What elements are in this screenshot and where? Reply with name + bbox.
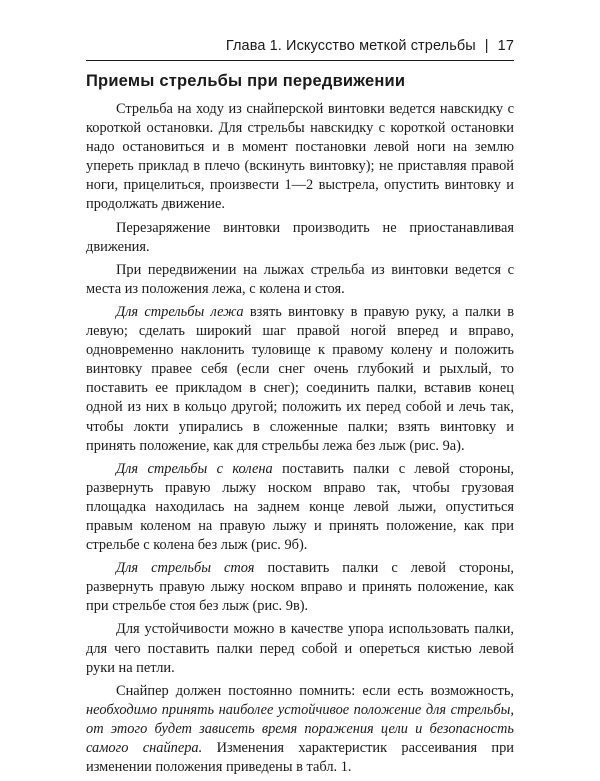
paragraph: При передвижении на лыжах стрельба из винтовки ведется с места из положения лежа, с колена и стоя. xyxy=(86,261,514,297)
paragraph: Перезаряжение винтовки производить не приостанавливая движения. xyxy=(86,219,514,255)
page-number: 17 xyxy=(497,38,514,54)
paragraph xyxy=(86,682,514,777)
paragraph-lead: Для стрельбы лежа xyxy=(116,303,244,320)
paragraph-emphasis: необходимо принять наиболее устойчивое положение для стрельбы, от этого будет зависеть время поражения цели и безопасность самого снайпера. xyxy=(86,701,514,756)
body-text xyxy=(86,100,514,781)
header-rule xyxy=(86,60,514,61)
paragraph: Для устойчивости можно в качестве упора использовать палки, для чего поставить палки перед собой и опереться кистью левой руки на петли. xyxy=(86,621,514,676)
paragraph xyxy=(86,303,514,456)
paragraph-text: взять винтовку в правую руку, а палки в левую; сделать широкий шаг правой ногой вперед и вправо, одновременно наклонить туловище к правому колену и положить винтовку правее себя (если снег очень глубокий и рыхлый, то поставить ее прикладом в снег); соединить палки, вставив конец одной из них в кольцо другой; положить их перед собой и лечь так, чтобы локти упирались в сложенные палки; взять винтовку и принять положение, как для стрельбы лежа без лыж (рис. 9а). xyxy=(86,303,514,454)
chapter-title: Глава 1. Искусство меткой стрельбы xyxy=(225,38,476,54)
running-header xyxy=(226,38,514,54)
paragraph xyxy=(86,559,514,616)
paragraph xyxy=(86,460,514,555)
paragraph-text: Изменения характеристик рассеивания при изменении положения приведены в табл. 1. xyxy=(86,740,515,776)
paragraph-text: поставить палки с левой стороны, развернуть правую лыжу носком вправо и принять положение, как при стрельбе стоя без лыж (рис. 9в). xyxy=(86,560,514,615)
paragraph-lead: Для стрельбы с колена xyxy=(116,460,273,477)
section-title: Приемы стрельбы при передвижении xyxy=(86,72,406,90)
paragraph-text: Снайпер должен постоянно помнить: если есть возможность, xyxy=(116,682,514,699)
paragraph-lead: Для стрельбы стоя xyxy=(116,560,255,577)
paragraph: Стрельба на ходу из снайперской винтовки ведется навскидку с короткой остановки. Для стрельбы навскидку с короткой остановки надо остановиться и в момент постановки левой ноги на землю упереть приклад в плечо (вскинуть винтовку); не приставляя правой ноги, прицелиться, произвести 1—2 выстрела, опустить винтовку и продолжать движение. xyxy=(86,101,514,213)
header-separator: | xyxy=(484,38,489,54)
paragraph-text: поставить палки с левой стороны, развернуть правую лыжу носком вправо так, чтобы грузовая площадка находилась на заднем конце левой лыжи, опуститься правым коленом на правую лыжу и принять положение, как при стрельбе с колена без лыж (рис. 9б). xyxy=(86,460,514,554)
